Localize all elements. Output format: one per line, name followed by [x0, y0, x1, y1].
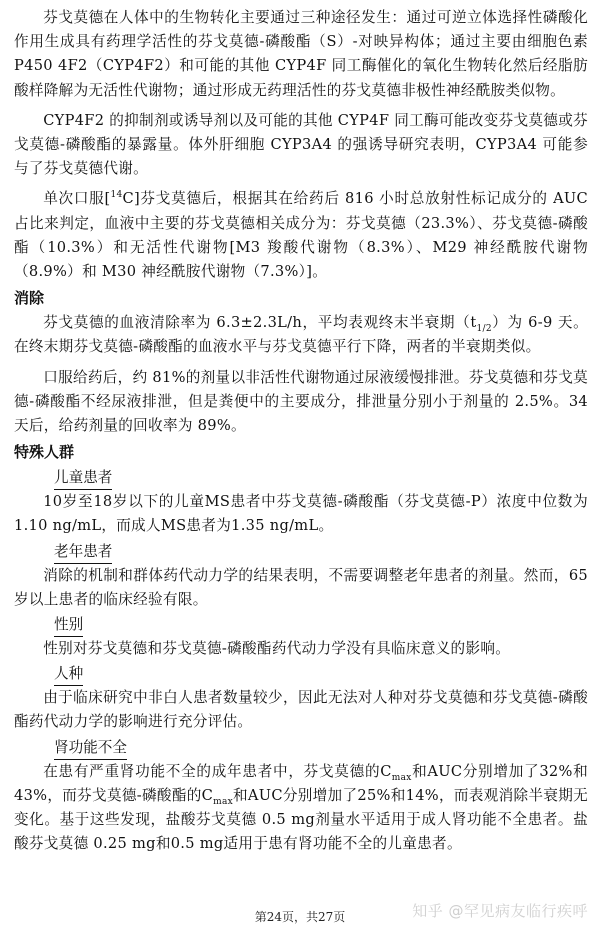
heading-special-populations: 特殊人群 — [14, 443, 75, 462]
cmax-sub-1: max — [391, 772, 412, 783]
heading-elimination: 消除 — [14, 289, 45, 308]
subheading-geriatric: 老年患者 — [54, 541, 112, 564]
paragraph-clearance — [14, 311, 588, 359]
paragraph-geriatric: 消除的机制和群体药代动力学的结果表明，不需要调整老年患者的剂量。然而，65岁以上患者的临床经验有限。 — [14, 566, 588, 608]
paragraph-excretion: 口服给药后，约 81%的剂量以非活性代谢物通过尿液缓慢排泄。芬戈莫德和芬戈莫德-磷酸酯不经尿液排泄，但是粪便中的主要成分，排泄量分别小于剂量的 2.5%。34 天后，给药剂量的回收率为 89%。 — [14, 368, 588, 435]
paragraph-race: 由于临床研究中非白人患者数量较少，因此无法对人种对芬戈莫德和芬戈莫德-磷酸酯药代动力学的影响进行充分评估。 — [14, 689, 588, 731]
paragraph-renal — [14, 760, 588, 857]
clearance-text-b: ）为 6-9 天。在终末期芬戈莫德-磷酸酯的血液水平与芬戈莫德平行下降，两者的半衰期类似。 — [14, 314, 589, 356]
clearance-text-a: 芬戈莫德的血液清除率为 6.3±2.3L/h，平均表观终末半衰期（t — [43, 314, 477, 332]
radiolabel-text-b: C]芬戈莫德后，根据其在给药后 816 小时总放射性标记成分的 AUC 占比来判定，血液中主要的芬戈莫德相关成分为：芬戈莫德（23.3%）、芬戈莫德-磷酸酯（10.3%）和无活性代谢物[M3 羧酸代谢物（8.3%）、M29 神经酰胺代谢物（8.9%）和 M30 神经酰胺代谢物（7.3%）]。 — [14, 190, 588, 281]
paragraph-cyp4f2: CYP4F2 的抑制剂或诱导剂以及可能的其他 CYP4F 同工酶可能改变芬戈莫德或芬戈莫德-磷酸酯的暴露量。体外肝细胞 CYP3A4 的强诱导研究表明，CYP3A4 可能参与了芬戈莫德代谢。 — [14, 111, 588, 178]
watermark: 知乎 @罕见病友临行疾呼 — [412, 902, 588, 920]
half-life-sub: 1/2 — [476, 324, 492, 335]
renal-text-b: 和AUC分别增加了32%和43%，而芬戈莫德-磷酸酯的C — [14, 762, 588, 804]
subheading-renal: 肾功能不全 — [54, 737, 127, 760]
page-number: 第24页，共27页 — [254, 910, 346, 924]
paragraph-biotransformation: 芬戈莫德在人体中的生物转化主要通过三种途径发生：通过可逆立体选择性磷酸化作用生成具有药理学活性的芬戈莫德-磷酸酯（S）-对映异构体；通过主要由细胞色素 P450 4F2（CYP4F2）和可能的其他 CYP4F 同工酶催化的氧化生物转化然后经脂肪酸样降解为无活性代谢物；通过形成无药理活性的芬戈莫德非极性神经酰胺类似物。 — [14, 9, 588, 99]
radiolabel-text-a: 单次口服[ — [43, 190, 111, 208]
paragraph-gender: 性别对芬戈莫德和芬戈莫德-磷酸酯药代动力学没有具临床意义的影响。 — [43, 640, 511, 658]
subheading-race: 人种 — [54, 663, 83, 686]
subheading-gender: 性别 — [54, 614, 83, 637]
renal-text-a: 在患有严重肾功能不全的成年患者中，芬戈莫德的C — [43, 762, 392, 780]
paragraph-pediatric: 10岁至18岁以下的儿童MS患者中芬戈莫德-磷酸酯（芬戈莫德-P）浓度中位数为1.10 ng/mL，而成人MS患者为1.35 ng/mL。 — [14, 493, 588, 535]
cmax-sub-2: max — [213, 796, 233, 807]
subheading-pediatric: 儿童患者 — [54, 467, 112, 490]
radiolabel-sup: 14 — [110, 190, 123, 201]
document-page — [14, 6, 588, 856]
renal-text-c: 和AUC分别增加了25%和14%，而表观消除半衰期无变化。基于这些发现，盐酸芬戈莫德 0.5 mg剂量水平适用于成人肾功能不全患者。盐酸芬戈莫德 0.25 mg和0.5 mg适用于患有肾功能不全的儿童患者。 — [14, 786, 588, 853]
paragraph-radiolabel — [14, 187, 588, 284]
